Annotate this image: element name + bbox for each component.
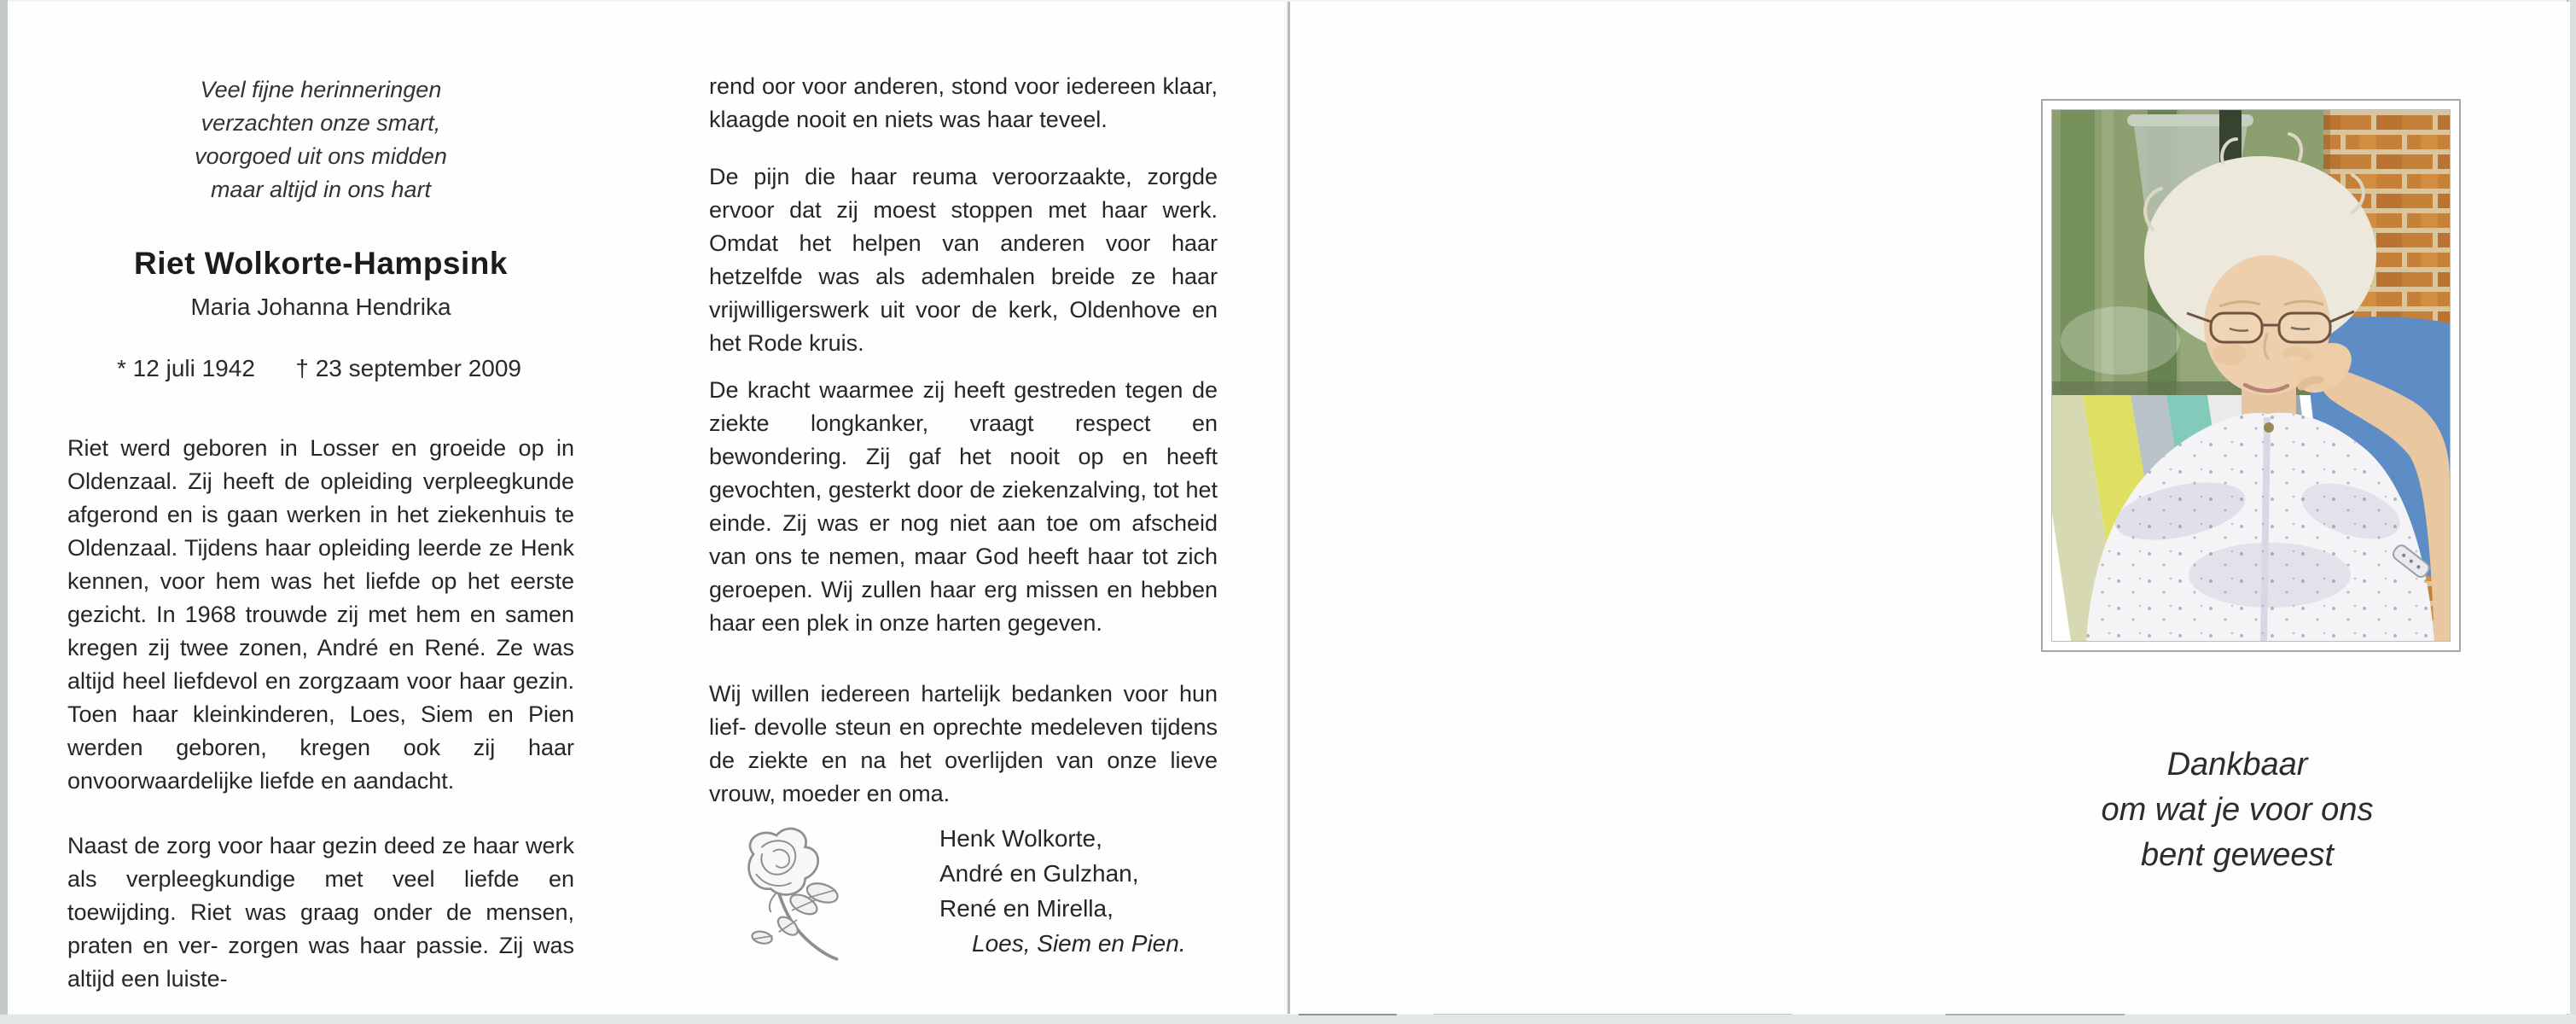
tribute-line: Dankbaar — [2166, 747, 2308, 783]
tribute-line: om wat je voor ons — [2101, 792, 2374, 828]
thanks-paragraph: Wij willen iedereen hartelijk bedanken voor hun lief- devolle steun en oprechte medeleven tijdens de ziekte en na het overlijden van onze lieve vrouw, moeder en oma. — [709, 681, 1218, 806]
portrait-photo — [2051, 109, 2451, 642]
signature-line-grandchildren: Loes, Siem en Pien. — [972, 930, 1186, 957]
biography-paragraph-2: Naast de zorg voor haar gezin deed ze haar werk als verpleegkundige met veel liefde en toewijding. Riet was graag onder de mensen, praten en ver- zorgen was haar passie. Zij was altijd een luiste- — [67, 833, 574, 992]
poem-line: maar altijd in ons hart — [210, 177, 432, 202]
poem-line: verzachten onze smart, — [201, 110, 441, 136]
biography-paragraph-3: rend oor voor anderen, stond voor iedereen klaar, klaagde nooit en niets was haar teveel. — [709, 73, 1218, 132]
portrait-photo-frame — [2041, 99, 2461, 652]
rose-sketch-illustration — [712, 823, 858, 972]
death-date: † 23 september 2009 — [295, 355, 521, 381]
family-signature — [939, 821, 1230, 961]
opening-poem — [69, 73, 573, 207]
signature-line: René en Mirella, — [939, 895, 1114, 922]
biography-paragraph-5: De kracht waarmee zij heeft gestreden tegen de ziekte longkanker, vraagt respect en bewondering. Zij gaf het nooit op en heeft gevochten, gesterkt door de ziekenzalving, tot het einde. Zij was er nog niet aan toe om afscheid van ons te nemen, maar God heeft haar tot zich geroepen. Wij zullen haar erg missen en hebben haar een plek in onze harten gegeven. — [709, 377, 1218, 636]
biography-paragraph-1: Riet werd geboren in Losser en groeide op in Oldenzaal. Zij heeft de opleiding verpleegkunde afgerond en is gaan werken in het ziekenhuis te Oldenzaal. Tijdens haar opleiding leerde ze Henk kennen, voor hem was het liefde op het eerste gezicht. In 1968 trouwde zij met hem en samen kregen zij twee zonen, André en René. Ze was altijd heel liefdevol en zorgzaam voor haar gezin. Toen haar kleinkinderen, Loes, Siem en Pien werden geboren, kregen ook zij haar onvoorwaardelijke liefde en aandacht. — [67, 435, 574, 794]
poem-line: voorgoed uit ons midden — [195, 143, 447, 169]
tribute-text — [1939, 742, 2536, 878]
card-inside-left-page — [8, 2, 1286, 1014]
birth-date: * 12 juli 1942 — [117, 355, 255, 381]
life-dates — [117, 355, 521, 382]
scan-edge-bottom — [0, 1015, 2576, 1024]
card-inside-right-page — [1288, 2, 2570, 1014]
deceased-name: Riet Wolkorte-Hampsink — [134, 246, 508, 281]
poem-line: Veel fijne herinneringen — [200, 77, 442, 102]
tribute-line: bent geweest — [2140, 837, 2335, 873]
signature-line: Henk Wolkorte, — [939, 825, 1102, 852]
deceased-full-names: Maria Johanna Hendrika — [190, 294, 451, 320]
signature-line: André en Gulzhan, — [939, 860, 1139, 887]
biography-paragraph-4: De pijn die haar reuma veroorzaakte, zorgde ervoor dat zij moest stoppen met haar werk. Omdat het helpen van anderen voor haar hetzelfde was als ademhalen breide ze haar vrijwilligerswerk uit voor de kerk, Oldenhove en het Rode kruis. — [709, 164, 1218, 356]
scan-edge-left — [0, 0, 8, 1024]
